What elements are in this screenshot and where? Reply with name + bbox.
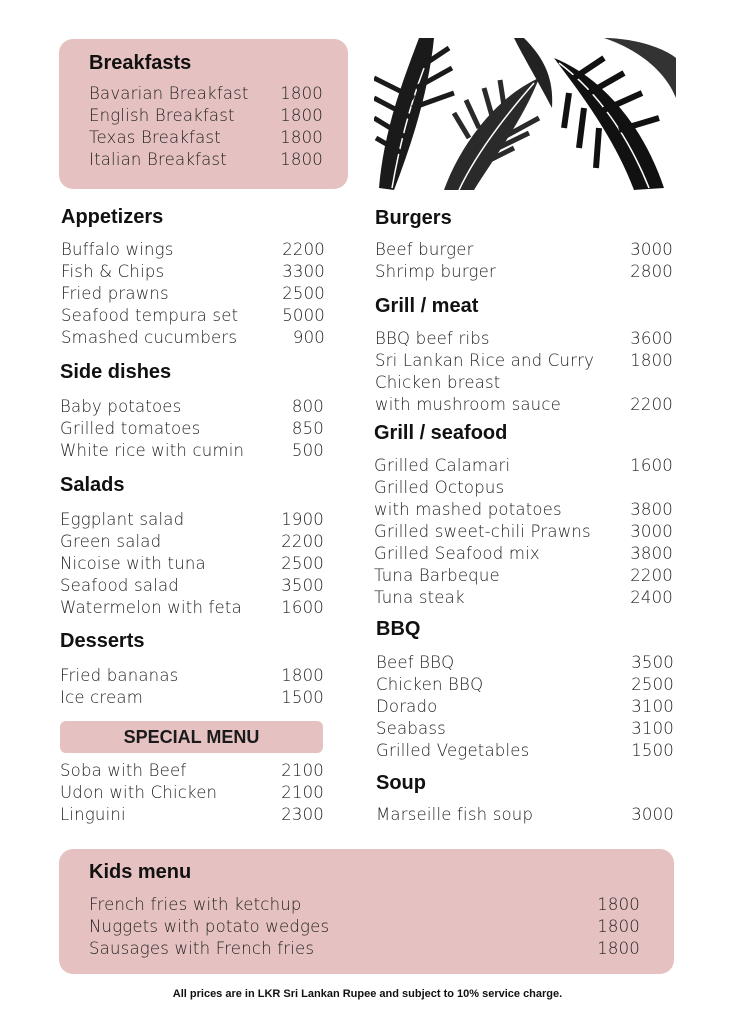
menu-item-price: 900: [292, 328, 325, 347]
menu-item-name: Ice cream: [60, 688, 143, 707]
burgers-list: [375, 239, 673, 283]
menu-item-name: Tuna steak: [374, 588, 465, 607]
menu-item-price: 1600: [281, 598, 324, 617]
bbq-list: [376, 652, 674, 762]
menu-item-price: 1600: [630, 456, 673, 475]
menu-item-name: Dorado: [376, 697, 438, 716]
menu-item-name: Nuggets with potato wedges: [89, 917, 330, 936]
menu-item-price: 1500: [281, 688, 324, 707]
menu-item-name: Udon with Chicken: [60, 783, 218, 802]
menu-item: [89, 938, 640, 960]
menu-item: [374, 521, 673, 543]
menu-item-price: 3600: [630, 329, 673, 348]
price-note: All prices are in LKR Sri Lankan Rupee and subject to 10% service charge.: [172, 988, 563, 1000]
menu-item-name: English Breakfast: [89, 106, 235, 125]
special-menu-section: [60, 760, 324, 826]
menu-item-name: Marseille fish soup: [376, 805, 534, 824]
menu-item-name: Sausages with French fries: [89, 939, 315, 958]
menu-item-name: Seafood salad: [60, 576, 179, 595]
menu-item-name: BBQ beef ribs: [375, 329, 490, 348]
menu-item-name: Texas Breakfast: [89, 128, 221, 147]
menu-item-name: Sri Lankan Rice and Curry: [375, 351, 595, 370]
menu-item-name: Bavarian Breakfast: [89, 84, 249, 103]
section-title-grill-meat: Grill / meat: [375, 295, 479, 317]
menu-item-name: Fried prawns: [61, 284, 169, 303]
menu-item: [374, 565, 673, 587]
menu-item-name: Grilled tomatoes: [60, 419, 201, 438]
breakfasts-list: [89, 83, 323, 171]
menu-item: [60, 396, 324, 418]
menu-item: [374, 543, 673, 565]
menu-item-price: 2500: [281, 554, 324, 573]
menu-item-name: Fried bananas: [60, 666, 179, 685]
salads-list: [60, 509, 324, 619]
menu-item-name: Smashed cucumbers: [61, 328, 238, 347]
menu-item: [60, 440, 324, 462]
menu-item: [60, 665, 324, 687]
section-title-grill-seafood: Grill / seafood: [374, 422, 508, 444]
menu-item-price: 2500: [631, 675, 674, 694]
banana-leaf-illustration: [374, 38, 676, 190]
section-title-soup: Soup: [376, 772, 426, 794]
menu-item: [60, 687, 324, 709]
menu-item: [376, 696, 674, 718]
grill-meat-section: [375, 295, 673, 416]
menu-item-price: 2300: [281, 805, 324, 824]
breakfasts-section: [89, 52, 323, 171]
section-title-breakfasts: Breakfasts: [89, 52, 192, 74]
menu-item-price: 3000: [630, 240, 673, 259]
section-title-salads: Salads: [60, 474, 125, 496]
section-title-burgers: Burgers: [375, 207, 452, 229]
menu-item-name: Baby potatoes: [60, 397, 182, 416]
menu-item-price: 1900: [281, 510, 324, 529]
salads-section: [60, 474, 324, 619]
menu-item: [375, 261, 673, 283]
menu-item: [374, 477, 673, 521]
menu-item: [60, 509, 324, 531]
burgers-section: [375, 207, 673, 283]
menu-item-price: 850: [291, 419, 324, 438]
menu-item-price: 2200: [630, 395, 673, 414]
menu-item: [60, 597, 324, 619]
menu-item: [61, 239, 325, 261]
menu-item-name: Eggplant salad: [60, 510, 185, 529]
special-menu-list: [60, 760, 324, 826]
soup-section: [376, 772, 674, 826]
menu-item-name: Seabass: [376, 719, 446, 738]
menu-item-name: Grilled Calamari: [374, 456, 511, 475]
menu-item-price: 2800: [630, 262, 673, 281]
menu-item-name: French fries with ketchup: [89, 895, 302, 914]
menu-item: [89, 149, 323, 171]
menu-item: [375, 350, 673, 372]
menu-item-name: Shrimp burger: [375, 262, 496, 281]
menu-item-name: Grilled sweet-chili Prawns: [374, 522, 591, 541]
menu-item-name: Italian Breakfast: [89, 150, 227, 169]
menu-item-price: 3500: [631, 653, 674, 672]
desserts-section: [60, 630, 324, 709]
menu-item-price: 3800: [630, 500, 673, 519]
menu-item-name: Linguini: [60, 805, 126, 824]
soup-list: [376, 804, 674, 826]
menu-item-name: Grilled Vegetables: [376, 741, 530, 760]
section-title-desserts: Desserts: [60, 630, 145, 652]
menu-item: [375, 372, 673, 416]
grill-seafood-list: [374, 455, 673, 609]
menu-item: [61, 261, 325, 283]
menu-item-price: 5000: [282, 306, 325, 325]
side-dishes-list: [60, 396, 324, 462]
menu-item-price: 3100: [631, 719, 674, 738]
menu-item-price: 1800: [630, 351, 673, 370]
menu-item-price: 2400: [630, 588, 673, 607]
menu-item: [89, 83, 323, 105]
menu-item-name: Tuna Barbeque: [374, 566, 500, 585]
section-title-kids-menu: Kids menu: [89, 861, 192, 883]
menu-item: [374, 587, 673, 609]
menu-item: [60, 760, 324, 782]
menu-item-name: Chicken BBQ: [376, 675, 484, 694]
menu-item-price: 2200: [630, 566, 673, 585]
menu-item-price: 1800: [280, 128, 323, 147]
menu-item: [375, 328, 673, 350]
menu-item-name: Watermelon with feta: [60, 598, 242, 617]
menu-item-name: Soba with Beef: [60, 761, 187, 780]
menu-item: [60, 531, 324, 553]
appetizers-section: [61, 206, 325, 349]
menu-item: [89, 105, 323, 127]
menu-item: [60, 553, 324, 575]
section-title-bbq: BBQ: [376, 618, 421, 640]
menu-item-price: 2500: [282, 284, 325, 303]
menu-item-name: Seafood tempura set: [61, 306, 239, 325]
menu-item: [376, 804, 674, 826]
menu-item: [89, 916, 640, 938]
menu-item-price: 1800: [597, 895, 640, 914]
kids-menu-list: [89, 894, 640, 960]
menu-item: [60, 782, 324, 804]
menu-item: [60, 418, 324, 440]
menu-item: [375, 239, 673, 261]
desserts-list: [60, 665, 324, 709]
menu-item: [60, 575, 324, 597]
menu-item-price: 3300: [282, 262, 325, 281]
special-menu-banner: SPECIAL MENU: [60, 721, 323, 753]
menu-item-price: 3000: [631, 805, 674, 824]
section-title-appetizers: Appetizers: [61, 206, 164, 228]
menu-item: [374, 455, 673, 477]
appetizers-list: [61, 239, 325, 349]
section-title-side-dishes: Side dishes: [60, 361, 172, 383]
menu-item-price: 1500: [631, 741, 674, 760]
menu-item-name: Green salad: [60, 532, 162, 551]
menu-item-price: 2100: [281, 783, 324, 802]
menu-item: [61, 283, 325, 305]
menu-item-price: 1800: [597, 939, 640, 958]
menu-item-price: 2200: [282, 240, 325, 259]
menu-item-name: Fish & Chips: [61, 262, 165, 281]
grill-meat-list: [375, 328, 673, 416]
menu-item-price: 1800: [280, 106, 323, 125]
menu-item-name: White rice with cumin: [60, 441, 245, 460]
menu-item: [89, 894, 640, 916]
menu-item: [60, 804, 324, 826]
menu-item-price: 1800: [597, 917, 640, 936]
menu-item: [376, 674, 674, 696]
menu-item-price: 1800: [281, 666, 324, 685]
menu-item: [61, 327, 325, 349]
menu-item: [61, 305, 325, 327]
menu-item-price: 3500: [281, 576, 324, 595]
menu-item-price: 800: [291, 397, 324, 416]
kids-menu-section: [89, 861, 640, 960]
menu-item-price: 2100: [281, 761, 324, 780]
menu-item-price: 1800: [280, 84, 323, 103]
menu-item-price: 2200: [281, 532, 324, 551]
menu-item-name: Buffalo wings: [61, 240, 174, 259]
menu-item-name: Nicoise with tuna: [60, 554, 206, 573]
grill-seafood-section: [374, 422, 673, 609]
menu-item-price: 1800: [280, 150, 323, 169]
menu-item-name: Beef burger: [375, 240, 474, 259]
menu-item: [376, 652, 674, 674]
menu-item-name: Beef BBQ: [376, 653, 455, 672]
menu-item-name: Chicken breast with mushroom sauce: [375, 373, 561, 414]
menu-item-name: Grilled Seafood mix: [374, 544, 540, 563]
menu-item-price: 500: [291, 441, 324, 460]
bbq-section: [376, 618, 674, 762]
menu-item: [376, 740, 674, 762]
menu-item-price: 3000: [630, 522, 673, 541]
menu-item-price: 3800: [630, 544, 673, 563]
menu-item: [376, 718, 674, 740]
menu-item-price: 3100: [631, 697, 674, 716]
menu-item-name: Grilled Octopus with mashed potatoes: [374, 478, 562, 519]
menu-item: [89, 127, 323, 149]
side-dishes-section: [60, 361, 324, 462]
